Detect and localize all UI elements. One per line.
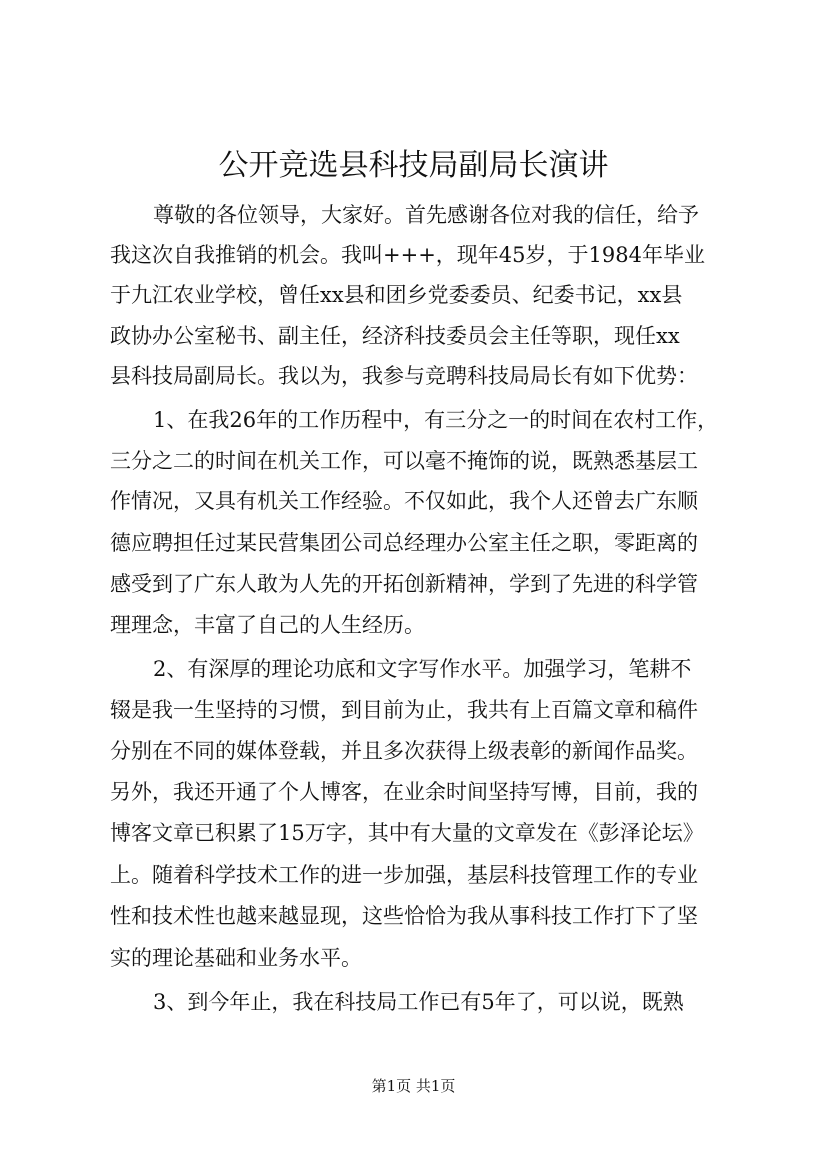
body-line: 县科技局副局长。我以为，我参与竞聘科技局局长有如下优势：: [110, 364, 698, 388]
body-line: 上。随着科学技术工作的进一步加强，基层科技管理工作的专业: [110, 863, 698, 887]
body-line: 另外，我还开通了个人博客，在业余时间坚持写博，目前，我的: [110, 780, 698, 804]
body-line: 政协办公室秘书、副主任，经济科技委员会主任等职，现任xx: [110, 324, 680, 348]
body-line: 3、到今年止，我在科技局工作已有5年了，可以说，既熟: [153, 990, 684, 1014]
body-line: 尊敬的各位领导，大家好。首先感谢各位对我的信任，给予: [153, 203, 699, 227]
document-title: 公开竞选县科技局副局长演讲: [218, 148, 609, 183]
body-line: 实的理论基础和业务水平。: [110, 946, 362, 970]
body-line: 我这次自我推销的机会。我叫+++，现年45岁，于1984年毕业: [110, 243, 705, 267]
body-line: 辍是我一生坚持的习惯，到目前为止，我共有上百篇文章和稿件: [110, 698, 698, 722]
body-line: 感受到了广东人敢为人先的开拓创新精神，学到了先进的科学管: [110, 572, 698, 596]
body-line: 德应聘担任过某民营集团公司总经理办公室主任之职，零距离的: [110, 531, 698, 555]
body-line: 三分之二的时间在机关工作，可以毫不掩饰的说，既熟悉基层工: [110, 449, 698, 473]
body-line: 2、有深厚的理论功底和文字写作水平。加强学习，笔耕不: [153, 657, 692, 681]
body-line: 理理念，丰富了自己的人生经历。: [110, 613, 425, 637]
body-line: 分别在不同的媒体登载，并且多次获得上级表彰的新闻作品奖。: [110, 739, 698, 763]
body-line: 1、在我26年的工作历程中，有三分之一的时间在农村工作，: [153, 408, 719, 432]
body-line: 性和技术性也越来越显现，这些恰恰为我从事科技工作打下了坚: [110, 904, 698, 928]
body-line: 于九江农业学校，曾任xx县和团乡党委委员、纪委书记，xx县: [110, 283, 683, 307]
body-line: 博客文章已积累了15万字，其中有大量的文章发在《彭泽论坛》: [110, 821, 704, 845]
body-line: 作情况，又具有机关工作经验。不仅如此，我个人还曾去广东顺: [110, 489, 698, 513]
page-number-footer: 第1页 共1页: [371, 1077, 456, 1095]
